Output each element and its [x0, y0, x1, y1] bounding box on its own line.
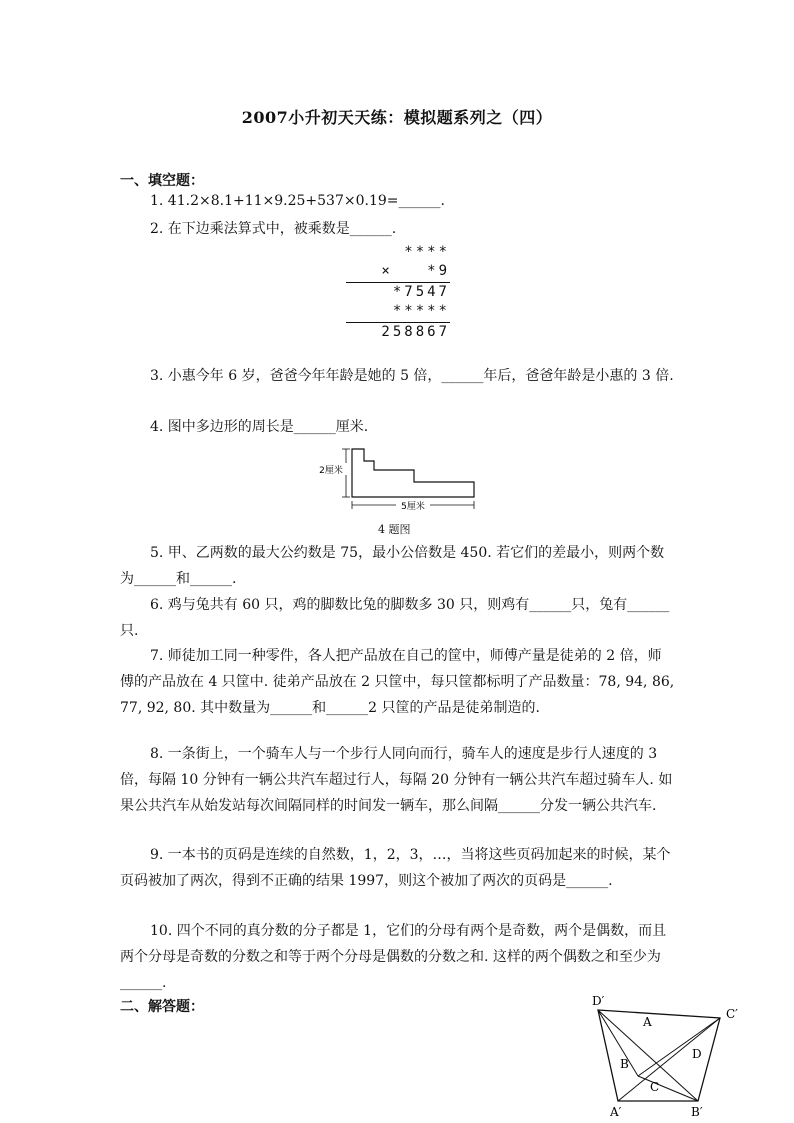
product-row: 258867: [381, 324, 450, 340]
question-3: 3. 小惠今年 6 岁，爸爸今年年龄是她的 5 倍，______年后，爸爸年龄是小惠的 3 倍.: [150, 368, 674, 384]
partial-product-1: *7547: [392, 284, 450, 300]
question-2: 2. 在下边乘法算式中，被乘数是______.: [150, 221, 397, 237]
multiplication-puzzle: [340, 243, 450, 342]
label-C: C: [650, 1080, 660, 1094]
polygon-outline: [352, 449, 474, 497]
height-label: 2厘米: [319, 466, 343, 476]
multiplier-row: × *9: [381, 263, 450, 279]
polygon-figure: [312, 445, 482, 517]
question-5: 5. 甲、乙两数的最大公约数是 75，最小公倍数是 450. 若它们的差最小，则两个数为______和______.: [120, 545, 665, 587]
label-B-prime: B′: [691, 1105, 703, 1119]
quadrilateral-figure: [588, 990, 748, 1120]
page-title: 2007小升初天天练：模拟题系列之（四）: [241, 108, 553, 127]
inner-line: [638, 1076, 698, 1101]
question-9: 9. 一本书的页码是连续的自然数，1，2，3，…，当将这些页码加起来的时候，某个页码被加了两次，得到不正确的结果 1997，则这个被加了两次的页码是______.: [120, 847, 671, 889]
question-10: 10. 四个不同的真分数的分子都是 1，它们的分母有两个是奇数，两个是偶数，而且两个分母是奇数的分数之和等于两个分母是偶数的分数之和. 这样的两个偶数之和至少为______.: [120, 923, 667, 991]
multiplicand-row: ****: [404, 244, 450, 260]
label-A: A: [643, 1015, 652, 1029]
question-6: 6. 鸡与兔共有 60 只，鸡的脚数比兔的脚数多 30 只，则鸡有______只，兔有______只.: [120, 597, 670, 639]
figure-4-caption: 4 题图: [378, 523, 411, 536]
section-heading-solve: 二、解答题：: [120, 999, 204, 1015]
label-D-prime: D′: [592, 994, 605, 1008]
label-D: D: [692, 1047, 702, 1061]
question-4: 4. 图中多边形的周长是______厘米.: [150, 419, 369, 435]
label-B: B: [620, 1057, 629, 1071]
question-8: 8. 一条街上，一个骑车人与一个步行人同向而行，骑车人的速度是步行人速度的 3 倍，每隔 10 分钟有一辆公共汽车超过行人，每隔 20 分钟有一辆公共汽车超过骑车人. 如果公共汽车从始发站每次间隔同样的时间发一辆车，那么间隔______分发一辆公共汽车.: [120, 746, 673, 814]
section-heading-fill-in: 一、填空题：: [120, 173, 204, 189]
width-label: 5厘米: [401, 502, 425, 512]
label-C-prime: C′: [726, 1007, 738, 1021]
question-1: 1. 41.2×8.1+11×9.25+537×0.19=______.: [150, 193, 445, 209]
inner-line: [598, 1010, 638, 1076]
label-A-prime: A′: [610, 1105, 622, 1119]
partial-product-2: *****: [392, 303, 450, 319]
question-7: 7. 师徒加工同一种零件，各人把产品放在自己的筐中，师傅产量是徒弟的 2 倍，师傅的产品放在 4 只筐中. 徒弟产品放在 2 只筐中，每只筐都标明了产品数量：78, 94, 86, 77, 92, 80. 其中数量为______和______2 只筐的产品是徒弟制造的.: [120, 648, 675, 716]
